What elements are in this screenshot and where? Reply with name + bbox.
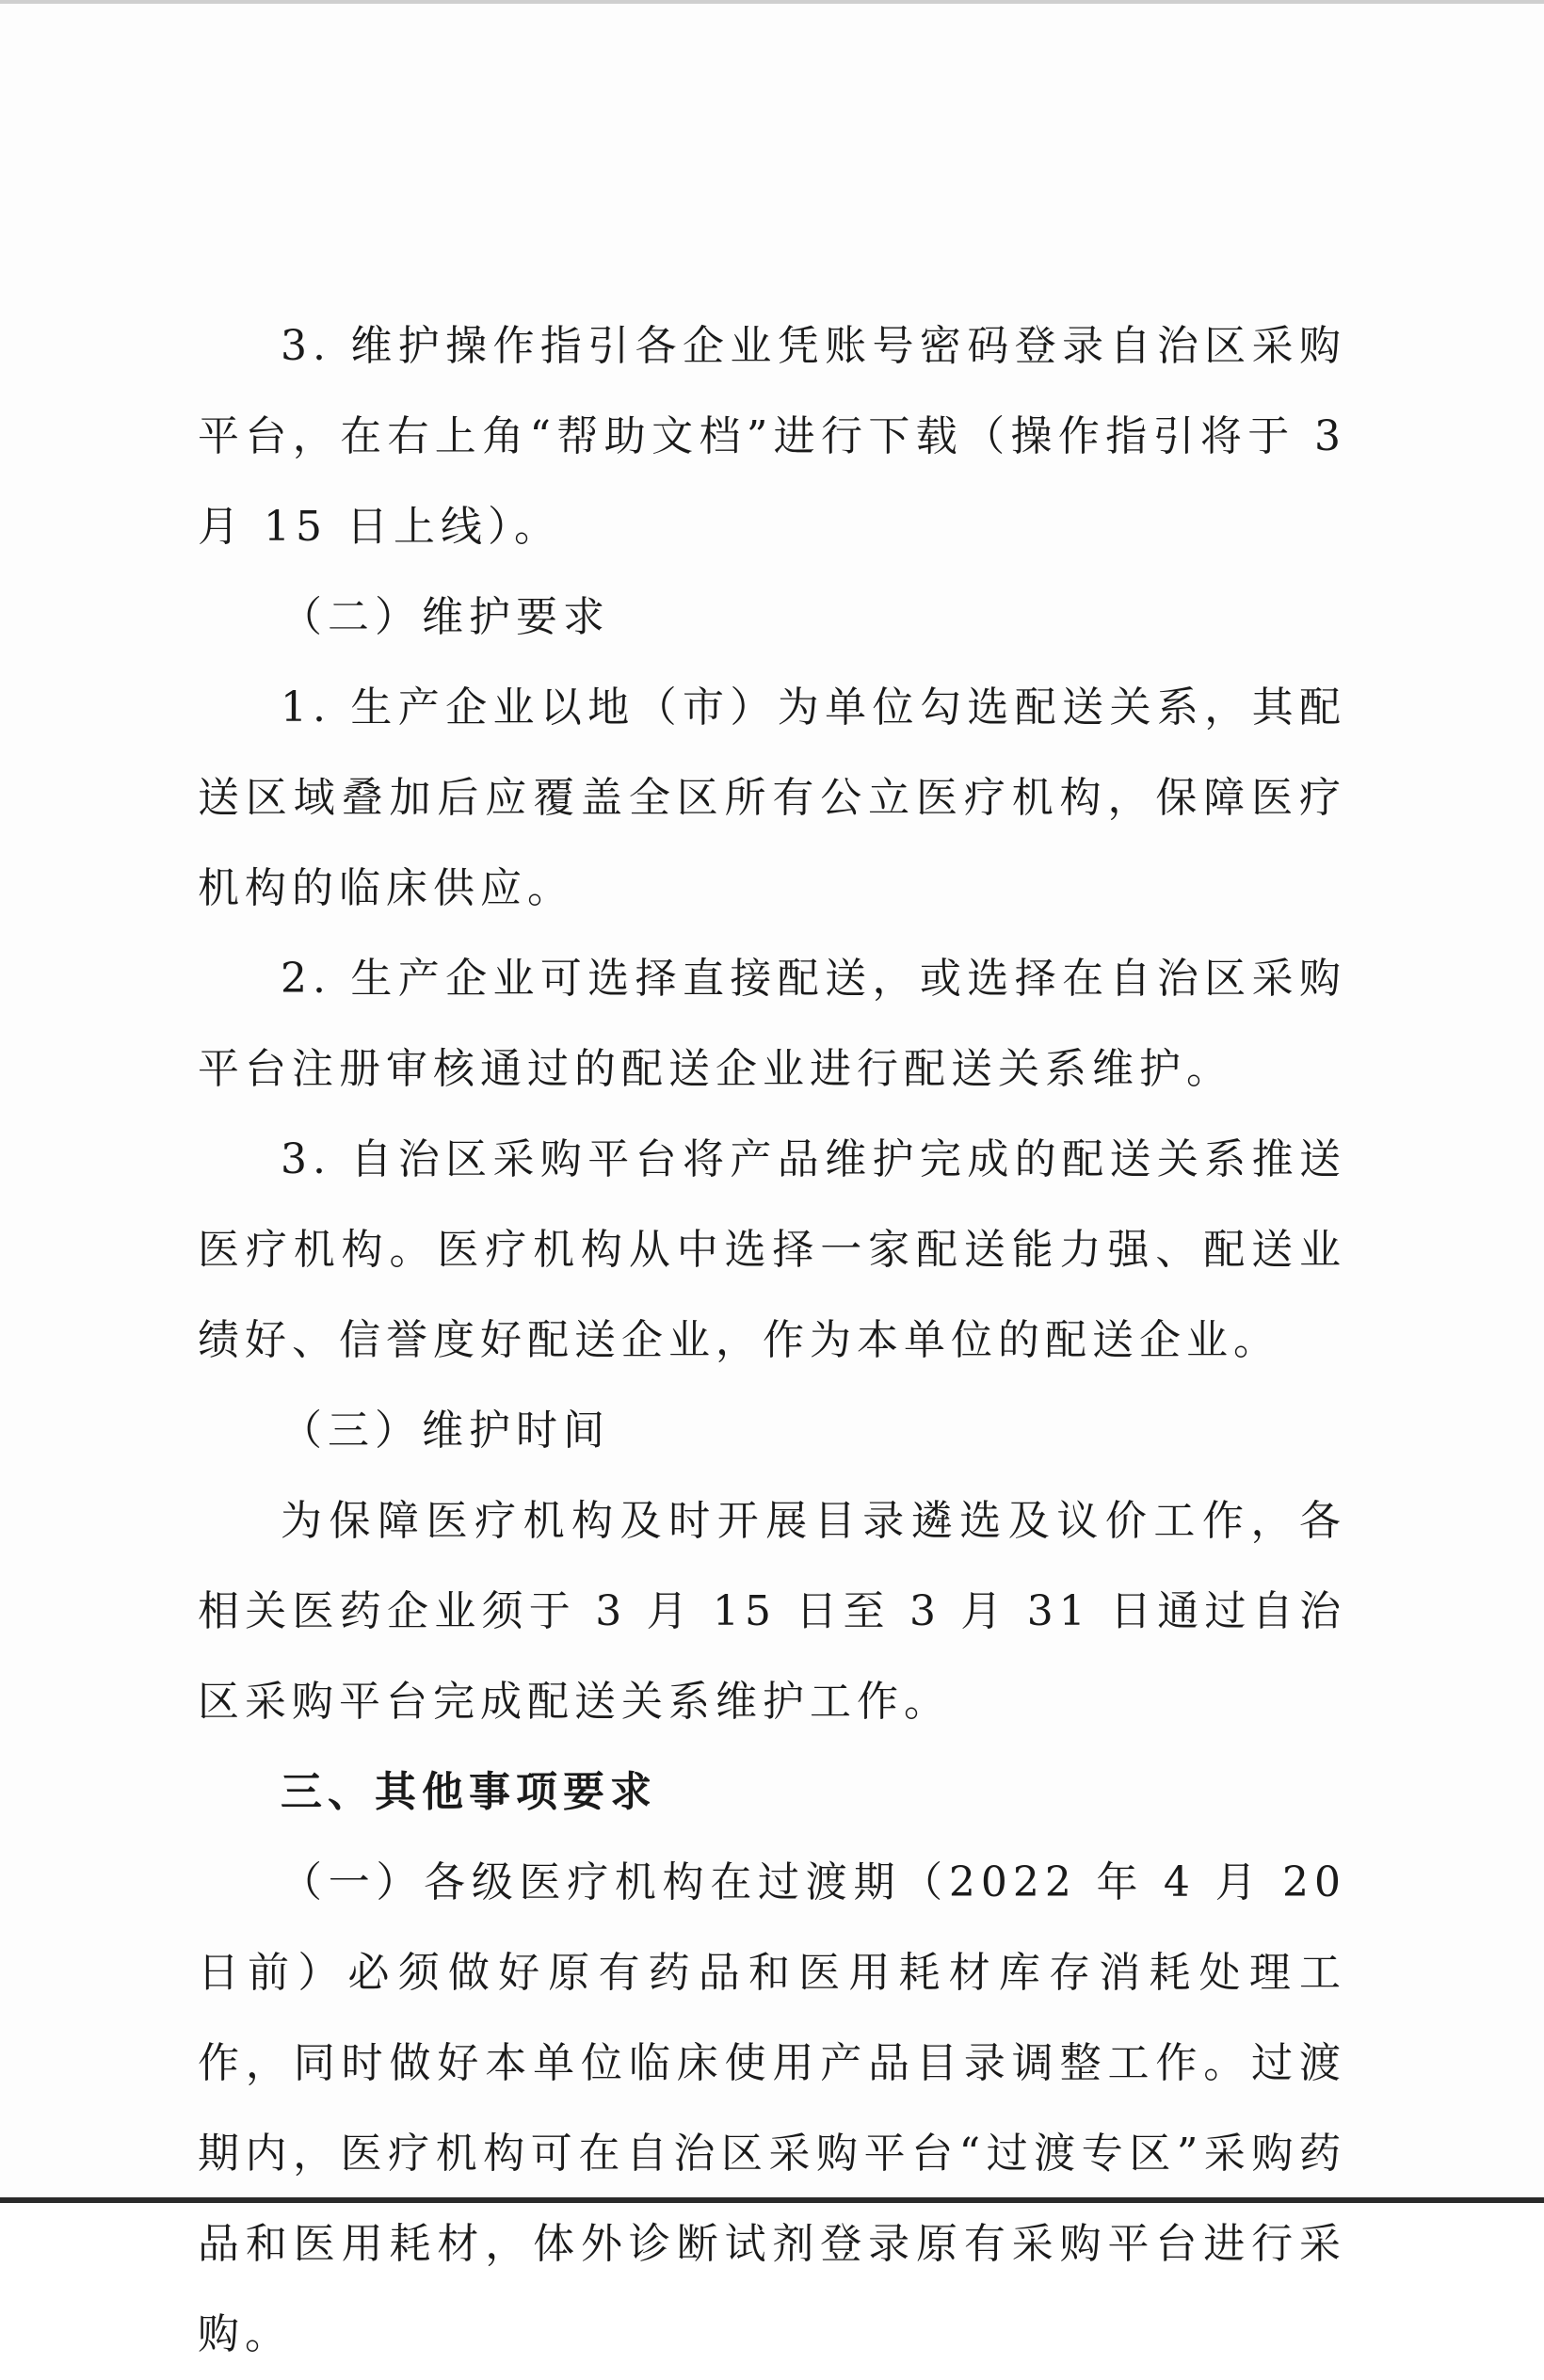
paragraph-requirement-2: 2. 生产企业可选择直接配送，或选择在自治区采购平台注册审核通过的配送企业进行配送关系维护。: [198, 955, 1346, 1093]
paragraph-maintenance-time: 为保障医疗机构及时开展目录遴选及议价工作，各相关医药企业须于 3 月 15 日至 3 月 31 日通过自治区采购平台完成配送关系维护工作。: [198, 1497, 1346, 1726]
section-heading-other-requirements: 三、其他事项要求: [281, 1768, 657, 1816]
paragraph-requirement-3: 3. 自治区采购平台将产品维护完成的配送关系推送医疗机构。医疗机构从中选择一家配送能力强、配送业绩好、信誉度好配送企业，作为本单位的配送企业。: [198, 1135, 1346, 1364]
paragraph-transition-period: （一）各级医疗机构在过渡期（2022 年 4 月 20 日前）必须做好原有药品和医用耗材库存消耗处理工作，同时做好本单位临床使用产品目录调整工作。过渡期内，医疗机构可在自治区采购平台“过渡专区”采购药品和医用耗材，体外诊断试剂登录原有采购平台进行采购。: [198, 1858, 1346, 2358]
scan-bottom-edge: [0, 2197, 1544, 2203]
paragraph-maintenance-guide: 3. 维护操作指引各企业凭账号密码登录自治区采购平台，在右上角“帮助文档”进行下载（操作指引将于 3 月 15 日上线）。: [198, 322, 1346, 551]
scan-top-edge: [0, 0, 1544, 4]
subheading-maintenance-time: （三）维护时间: [281, 1407, 610, 1455]
paragraph-requirement-1: 1. 生产企业以地（市）为单位勾选配送关系，其配送区域叠加后应覆盖全区所有公立医疗机构，保障医疗机构的临床供应。: [198, 683, 1346, 912]
subheading-maintenance-requirements: （二）维护要求: [281, 593, 610, 641]
document-body: [198, 301, 1346, 2380]
